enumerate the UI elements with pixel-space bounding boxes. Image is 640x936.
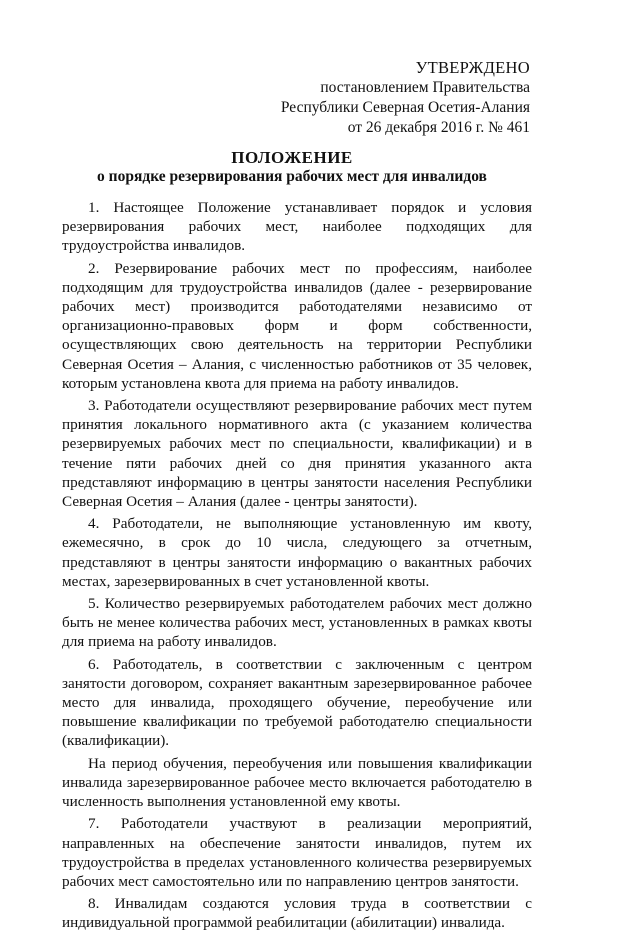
paragraph-1: 1. Настоящее Положение устанавливает порядок и условия резервирования рабочих мест, наиболее подходящих для трудоустройства инвалидов.	[62, 199, 532, 255]
approval-title: УТВЕРЖДЕНО	[415, 58, 530, 77]
paragraph-7: 7. Работодатели участвуют в реализации мероприятий, направленных на обеспечение занятости инвалидов, путем их трудоустройства в пределах установленного количества резервируемых рабочих мест самостоятельно или по направлению центров занятости.	[62, 815, 532, 890]
paragraph-4: 4. Работодатели, не выполняющие установленную им квоту, ежемесячно, в срок до 10 числа, следующего за отчетным, представляют в центры занятости информацию о вакантных рабочих местах, зарезервированных в счет установленной квоты.	[62, 515, 532, 590]
paragraph-5: 5. Количество резервируемых работодателем рабочих мест должно быть не менее количества рабочих мест, установленных в рамках квоты для приема на работу инвалидов.	[62, 595, 532, 651]
paragraph-8: 8. Инвалидам создаются условия труда в соответствии с индивидуальной программой реабилитации (абилитации) инвалида.	[62, 895, 532, 932]
approval-line-3: от 26 декабря 2016 г. № 461	[347, 119, 530, 136]
paragraph-6: 6. Работодатель, в соответствии с заключенным с центром занятости договором, сохраняет вакантным зарезервированное рабочее место для инвалида, проходящего обучение, переобучение или повышение квалификации по требуемой работодателю специальности (квалификации).	[62, 655, 532, 750]
paragraph-2: 2. Резервирование рабочих мест по профессиям, наиболее подходящим для трудоустройства инвалидов (далее - резервирование рабочих мест) производится работодателями независимо от организационно-правовых форм и форм собственности, осуществляющих свою деятельность на территории Республики Северная Осетия – Алания, с численностью работников от 35 человек, которым установлена квота для приема на работу инвалидов.	[62, 259, 532, 392]
document-title: ПОЛОЖЕНИЕ	[231, 148, 353, 167]
document-subtitle: о порядке резервирования рабочих мест для инвалидов	[97, 168, 487, 185]
approval-line-1: постановлением Правительства	[320, 79, 530, 96]
paragraph-6-continuation: На период обучения, переобучения или повышения квалификации инвалида зарезервированное рабочее место включается работодателю в численность выполнения установленной ему квоты.	[62, 754, 532, 811]
approval-stamp	[281, 58, 530, 138]
paragraph-3: 3. Работодатели осуществляют резервирование рабочих мест путем принятия локального нормативного акта (с указанием количества резервируемых рабочих мест по специальности, квалификации) и в течение пяти рабочих дней со дня принятия указанного акта представляют информацию в центры занятости населения Республики Северная Осетия – Алания (далее - центры занятости).	[62, 397, 532, 511]
document-body	[62, 198, 532, 936]
approval-line-2: Республики Северная Осетия-Алания	[280, 99, 530, 116]
